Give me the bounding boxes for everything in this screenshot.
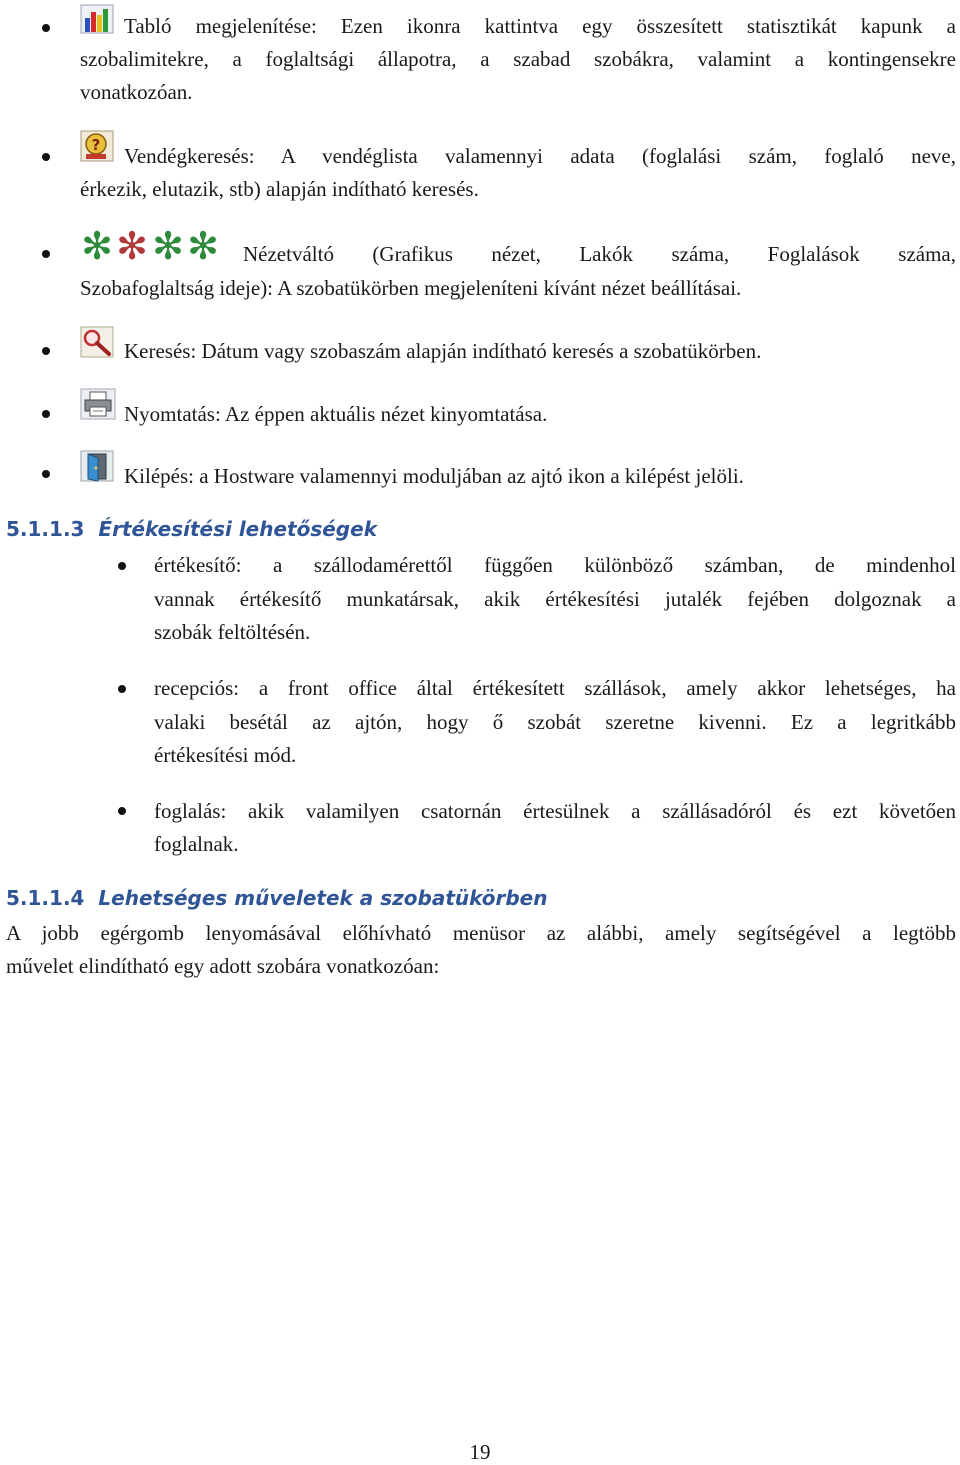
view-switcher-icons xyxy=(80,226,222,262)
nyomtatas-line-1: Nyomtatás: Az éppen aktuális nézet kinyomtatása. xyxy=(124,402,548,426)
bullet xyxy=(42,347,50,355)
foglalas-line-1: foglalás: akik valamilyen csatornán értesülnek a szállásadóról és ezt követően xyxy=(154,799,956,823)
svg-text:?: ? xyxy=(91,136,101,154)
bullet xyxy=(42,153,50,161)
operations-line-1: A jobb egérgomb lenyomásával előhívható menüsor az alábbi, amely segítségével a legtöbb xyxy=(6,921,956,945)
vendegkereses-line-1: Vendégkeresés: A vendéglista valamennyi adata (foglalási szám, foglaló neve, xyxy=(124,144,956,168)
search-magnifier-icon xyxy=(80,326,114,358)
bullet xyxy=(118,685,126,693)
recepcios-line-1: recepciós: a front office által értékesített szállások, amely akkor lehetséges, ha xyxy=(154,676,956,700)
recepcios-line-2: valaki besétál az ajtón, hogy ő szobát szeretne kivenni. Ez a legritkább xyxy=(154,710,956,734)
kereses-line-1: Keresés: Dátum vagy szobaszám alapján indítható keresés a szobatükörben. xyxy=(124,339,762,363)
exit-door-icon xyxy=(80,450,114,482)
operations-line-2: művelet elindítható egy adott szobára vonatkozóan: xyxy=(6,954,440,978)
bullet xyxy=(42,410,50,418)
kilepes-line-1: Kilépés: a Hostware valamennyi moduljában az ajtó ikon a kilépést jelöli. xyxy=(124,464,744,488)
bullet xyxy=(42,470,50,478)
bullet xyxy=(42,24,50,32)
section-title: Lehetséges műveletek a szobatükörben xyxy=(98,886,548,910)
tablo-line-1: Tabló megjelenítése: Ezen ikonra kattintva egy összesített statisztikát kapunk a xyxy=(124,14,956,38)
guest-search-icon xyxy=(80,130,114,162)
section-number: 5.1.1.4 xyxy=(6,886,85,910)
statistics-chart-icon xyxy=(80,4,114,34)
nezetvalto-line-2: Szobafoglaltság ideje): A szobatükörben megjeleníteni kívánt nézet beállításai. xyxy=(80,276,742,300)
tablo-line-3: vonatkozóan. xyxy=(80,80,193,104)
printer-icon xyxy=(80,388,116,420)
ertekesito-line-1: értékesítő: a szállodamérettől függően különböző számban, de mindenhol xyxy=(154,553,956,577)
svg-text:✻: ✻ xyxy=(116,226,148,262)
section-heading-operations xyxy=(6,884,547,912)
nezetvalto-line-1: Nézetváltó (Grafikus nézet, Lakók száma, Foglalások száma, xyxy=(243,242,956,266)
bullet xyxy=(118,562,126,570)
vendegkereses-line-2: érkezik, elutazik, stb) alapján indítható keresés. xyxy=(80,177,479,201)
bullet xyxy=(42,250,50,258)
section-title: Értékesítési lehetőségek xyxy=(98,517,377,541)
svg-text:✻: ✻ xyxy=(152,226,184,262)
svg-text:✻: ✻ xyxy=(187,226,219,262)
ertekesito-line-2: vannak értékesítő munkatársak, akik értékesítési jutalék fejében dolgoznak a xyxy=(154,587,956,611)
ertekesito-line-3: szobák feltöltésén. xyxy=(154,620,311,644)
section-number: 5.1.1.3 xyxy=(6,517,85,541)
svg-text:✻: ✻ xyxy=(81,226,113,262)
section-heading-sales xyxy=(6,515,377,543)
recepcios-line-3: értékesítési mód. xyxy=(154,743,297,767)
foglalas-line-2: foglalnak. xyxy=(154,832,239,856)
tablo-line-2: szobalimitekre, a foglaltsági állapotra, a szabad szobákra, valamint a kontingensekre xyxy=(80,47,956,71)
bullet xyxy=(118,807,126,815)
page-number: 19 xyxy=(469,1440,491,1464)
